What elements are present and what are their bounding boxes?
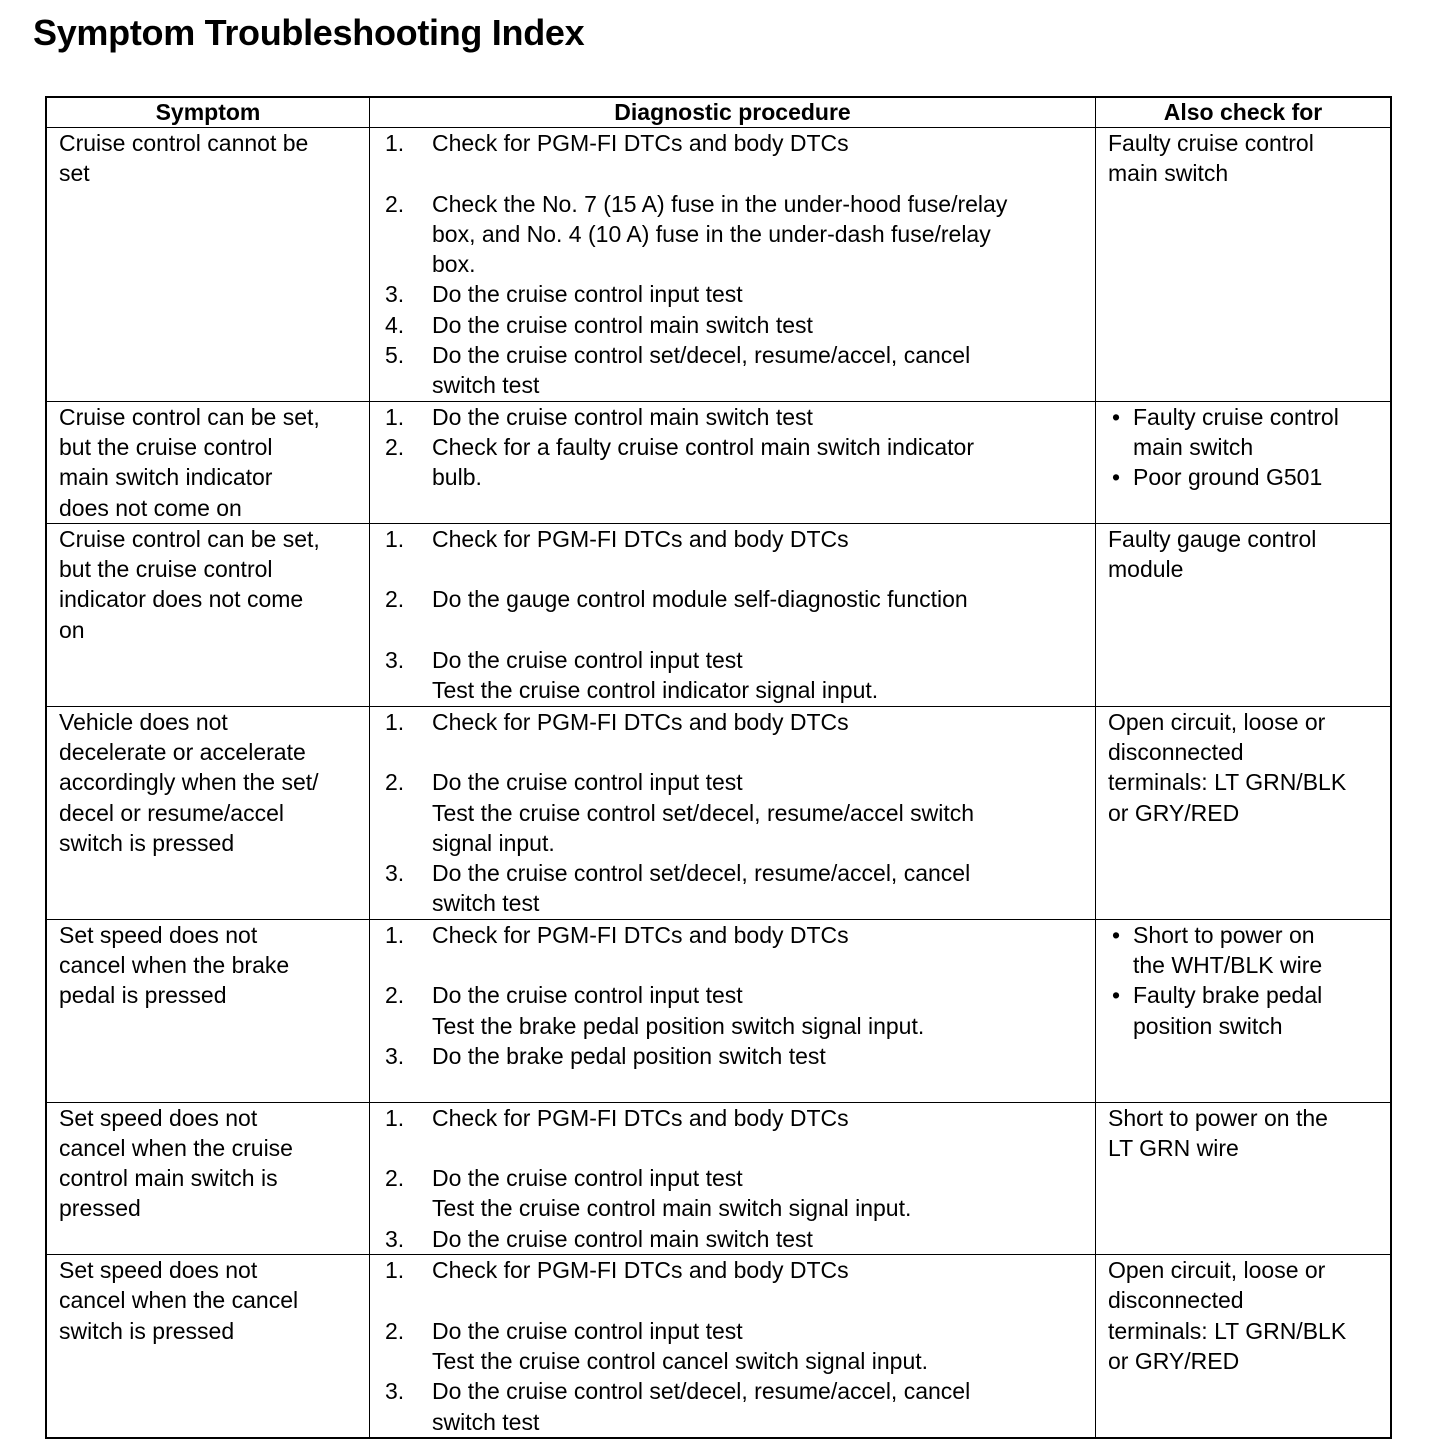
symptom-line: Cruise control can be set, (59, 403, 320, 430)
step-line: Do the cruise control input test (432, 647, 743, 674)
symptom-line: set (59, 160, 90, 187)
symptom-line: pedal is pressed (59, 982, 227, 1009)
also-check-line: module (1108, 556, 1184, 583)
blank-line (370, 615, 1095, 645)
also-check-line: Poor ground G501 (1133, 464, 1323, 491)
procedure-step (370, 1103, 1095, 1133)
step-line: bulb. (432, 464, 482, 491)
step-text (432, 1041, 826, 1071)
table-row (47, 706, 1390, 919)
symptom-cell (47, 402, 370, 523)
symptom-line: Set speed does not (59, 1257, 258, 1284)
procedure-cell (370, 1103, 1096, 1255)
step-line: signal input. (432, 829, 555, 856)
procedure-step (370, 707, 1095, 737)
step-line: Check for PGM-FI DTCs and body DTCs (432, 708, 849, 735)
step-number: 2. (385, 1317, 405, 1344)
also-check-text (1133, 462, 1322, 492)
step-line: switch test (432, 1408, 540, 1435)
symptom-line: cancel when the cruise (59, 1134, 293, 1161)
also-check-cell (1096, 920, 1390, 1102)
symptom-cell (47, 920, 370, 1102)
symptom-line: but the cruise control (59, 556, 273, 583)
symptom-line: switch is pressed (59, 1317, 235, 1344)
step-line: Do the cruise control input test (432, 982, 743, 1009)
bullet-icon: • (1112, 921, 1121, 948)
step-line: Check for PGM-FI DTCs and body DTCs (432, 1104, 849, 1131)
symptom-line: main switch indicator (59, 464, 273, 491)
step-text (432, 128, 849, 158)
also-check-line: or GRY/RED (1108, 1347, 1240, 1374)
step-number: 3. (385, 281, 405, 308)
table-body (47, 127, 1390, 1437)
step-line: Check for a faulty cruise control main switch indicator (432, 433, 974, 460)
symptom-line: Cruise control can be set, (59, 525, 320, 552)
procedure-cell (370, 707, 1096, 919)
symptom-line: indicator does not come (59, 586, 304, 613)
procedure-step (370, 1316, 1095, 1377)
step-number: 1. (385, 525, 405, 552)
symptom-line: switch is pressed (59, 829, 235, 856)
step-number: 1. (385, 708, 405, 735)
procedure-cell (370, 920, 1096, 1102)
also-check-line: Open circuit, loose or (1108, 1257, 1326, 1284)
step-text (432, 310, 813, 340)
also-check-line: position switch (1133, 1012, 1283, 1039)
step-text (432, 1103, 849, 1133)
also-check-text (1133, 920, 1322, 981)
step-number: 3. (385, 647, 405, 674)
also-check-bullet-item (1108, 402, 1390, 463)
step-line: Do the brake pedal position switch test (432, 1042, 826, 1069)
procedure-step (370, 767, 1095, 858)
also-check-line: Faulty cruise control (1133, 403, 1339, 430)
step-text (432, 1316, 928, 1377)
symptom-line: decel or resume/accel (59, 799, 284, 826)
also-check-text (1133, 980, 1322, 1041)
procedure-step (370, 584, 1095, 614)
symptom-line: cancel when the brake (59, 952, 290, 979)
blank-line (370, 737, 1095, 767)
symptom-cell (47, 707, 370, 919)
also-check-bullet-item (1108, 980, 1390, 1041)
bullet-icon: • (1112, 464, 1121, 491)
step-line: Do the cruise control set/decel, resume/accel, cancel (432, 860, 971, 887)
table-row (47, 1254, 1390, 1437)
table-header-row (47, 98, 1390, 127)
step-text (432, 1224, 813, 1254)
also-check-cell (1096, 1103, 1390, 1255)
procedure-step (370, 128, 1095, 158)
procedure-cell (370, 524, 1096, 706)
table-row (47, 127, 1390, 401)
step-number: 2. (385, 190, 405, 217)
header-symptom: Symptom (47, 98, 370, 127)
step-line: Do the cruise control main switch test (432, 311, 813, 338)
procedure-step (370, 1163, 1095, 1224)
page-title: Symptom Troubleshooting Index (33, 12, 585, 53)
blank-line (370, 1285, 1095, 1315)
procedure-step (370, 980, 1095, 1041)
step-number: 3. (385, 1225, 405, 1252)
step-line: Check for PGM-FI DTCs and body DTCs (432, 525, 849, 552)
also-check-cell (1096, 402, 1390, 523)
step-line: Check for PGM-FI DTCs and body DTCs (432, 130, 849, 156)
step-text (432, 340, 970, 401)
step-text (432, 707, 849, 737)
step-text (432, 524, 849, 554)
symptom-line: accordingly when the set/ (59, 769, 319, 796)
step-number: 1. (385, 921, 405, 948)
step-line: Do the cruise control main switch test (432, 1225, 813, 1252)
step-line: Do the cruise control input test (432, 281, 743, 308)
step-line: Check for PGM-FI DTCs and body DTCs (432, 921, 849, 948)
step-text (432, 279, 743, 309)
step-number: 3. (385, 860, 405, 887)
procedure-step (370, 340, 1095, 401)
also-check-line: Short to power on the (1108, 1104, 1328, 1131)
procedure-cell (370, 402, 1096, 523)
step-number: 3. (385, 1042, 405, 1069)
also-check-line: the WHT/BLK wire (1133, 952, 1323, 979)
procedure-step (370, 1255, 1095, 1285)
procedure-step (370, 858, 1095, 919)
step-text (432, 645, 878, 706)
symptom-line: Vehicle does not (59, 708, 228, 735)
step-line: switch test (432, 890, 540, 917)
also-check-line: main switch (1108, 160, 1229, 187)
step-text (432, 767, 974, 858)
symptom-line: pressed (59, 1195, 141, 1222)
step-text (432, 858, 970, 919)
step-number: 1. (385, 1104, 405, 1131)
symptom-line: on (59, 616, 85, 643)
also-check-line: Open circuit, loose or (1108, 708, 1326, 735)
procedure-cell (370, 128, 1096, 401)
table-row (47, 1102, 1390, 1255)
step-text (432, 432, 974, 493)
step-line: Do the cruise control input test (432, 1317, 743, 1344)
symptom-line: Cruise control cannot be (59, 130, 309, 156)
also-check-bullet-item (1108, 462, 1390, 492)
bullet-icon: • (1112, 982, 1121, 1009)
step-line: Do the cruise control set/decel, resume/accel, cancel (432, 342, 971, 369)
step-line: Do the cruise control set/decel, resume/accel, cancel (432, 1378, 971, 1405)
also-check-line: terminals: LT GRN/BLK (1108, 769, 1347, 796)
also-check-cell (1096, 524, 1390, 706)
symptom-line: does not come on (59, 494, 242, 521)
step-line: Check the No. 7 (15 A) fuse in the under-hood fuse/relay (432, 190, 1008, 217)
symptom-line: Set speed does not (59, 1104, 258, 1131)
symptom-line: decelerate or accelerate (59, 738, 306, 765)
step-text (432, 402, 813, 432)
symptom-line: cancel when the cancel (59, 1287, 299, 1314)
step-number: 2. (385, 586, 405, 613)
step-number: 2. (385, 1165, 405, 1192)
symptom-table (45, 96, 1392, 1439)
procedure-step (370, 310, 1095, 340)
also-check-line: disconnected (1108, 1287, 1244, 1314)
blank-line (370, 1133, 1095, 1163)
procedure-step (370, 1224, 1095, 1254)
header-diagnostic-procedure: Diagnostic procedure (370, 98, 1096, 127)
also-check-line: or GRY/RED (1108, 799, 1240, 826)
symptom-cell (47, 1255, 370, 1437)
procedure-step (370, 402, 1095, 432)
step-line: Test the cruise control main switch signal input. (432, 1195, 912, 1222)
step-line: Test the cruise control cancel switch signal input. (432, 1347, 929, 1374)
step-line: Test the cruise control indicator signal input. (432, 677, 879, 704)
table-row (47, 523, 1390, 706)
procedure-step (370, 1376, 1095, 1437)
step-line: Do the cruise control main switch test (432, 403, 813, 430)
also-check-line: Faulty brake pedal (1133, 982, 1323, 1009)
also-check-cell (1096, 707, 1390, 919)
step-text (432, 584, 968, 614)
also-check-line: disconnected (1108, 738, 1244, 765)
step-line: switch test (432, 372, 540, 399)
step-number: 1. (385, 403, 405, 430)
step-line: Check for PGM-FI DTCs and body DTCs (432, 1257, 849, 1284)
procedure-step (370, 189, 1095, 280)
step-number: 1. (385, 1257, 405, 1284)
step-number: 1. (385, 130, 405, 156)
step-text (432, 1376, 970, 1437)
step-text (432, 980, 924, 1041)
step-number: 2. (385, 982, 405, 1009)
step-number: 2. (385, 433, 405, 460)
symptom-cell (47, 524, 370, 706)
procedure-step (370, 524, 1095, 554)
blank-line (370, 554, 1095, 584)
step-line: Test the brake pedal position switch signal input. (432, 1012, 925, 1039)
also-check-line: terminals: LT GRN/BLK (1108, 1317, 1347, 1344)
symptom-cell (47, 128, 370, 401)
step-number: 2. (385, 769, 405, 796)
step-text (432, 189, 1007, 280)
also-check-bullet-item (1108, 920, 1390, 981)
also-check-line: LT GRN wire (1108, 1134, 1239, 1161)
procedure-step (370, 645, 1095, 706)
procedure-step (370, 279, 1095, 309)
also-check-cell (1096, 128, 1390, 401)
step-text (432, 1163, 911, 1224)
symptom-line: but the cruise control (59, 433, 273, 460)
procedure-step (370, 920, 1095, 950)
symptom-cell (47, 1103, 370, 1255)
also-check-text (1133, 402, 1339, 463)
step-line: box, and No. 4 (10 A) fuse in the under-dash fuse/relay (432, 220, 991, 247)
also-check-cell (1096, 1255, 1390, 1437)
also-check-line: Faulty gauge control (1108, 525, 1317, 552)
procedure-cell (370, 1255, 1096, 1437)
step-number: 5. (385, 342, 405, 369)
table-row (47, 401, 1390, 523)
step-number: 4. (385, 311, 405, 338)
table-row (47, 919, 1390, 1102)
symptom-line: Set speed does not (59, 921, 258, 948)
step-line: Test the cruise control set/decel, resume/accel switch (432, 799, 975, 826)
step-number: 3. (385, 1378, 405, 1405)
step-line: Do the cruise control input test (432, 769, 743, 796)
procedure-step (370, 1041, 1095, 1071)
also-check-line: Short to power on (1133, 921, 1315, 948)
blank-line (370, 158, 1095, 188)
header-also-check-for: Also check for (1163, 99, 1323, 125)
procedure-step (370, 432, 1095, 493)
blank-line (370, 950, 1095, 980)
step-line: Do the gauge control module self-diagnostic function (432, 586, 968, 613)
also-check-line: Faulty cruise control (1108, 130, 1314, 156)
step-text (432, 920, 849, 950)
step-line: Do the cruise control input test (432, 1165, 743, 1192)
step-text (432, 1255, 849, 1285)
also-check-line: main switch (1133, 433, 1254, 460)
step-line: box. (432, 251, 476, 278)
symptom-line: control main switch is (59, 1165, 278, 1192)
bullet-icon: • (1112, 403, 1121, 430)
